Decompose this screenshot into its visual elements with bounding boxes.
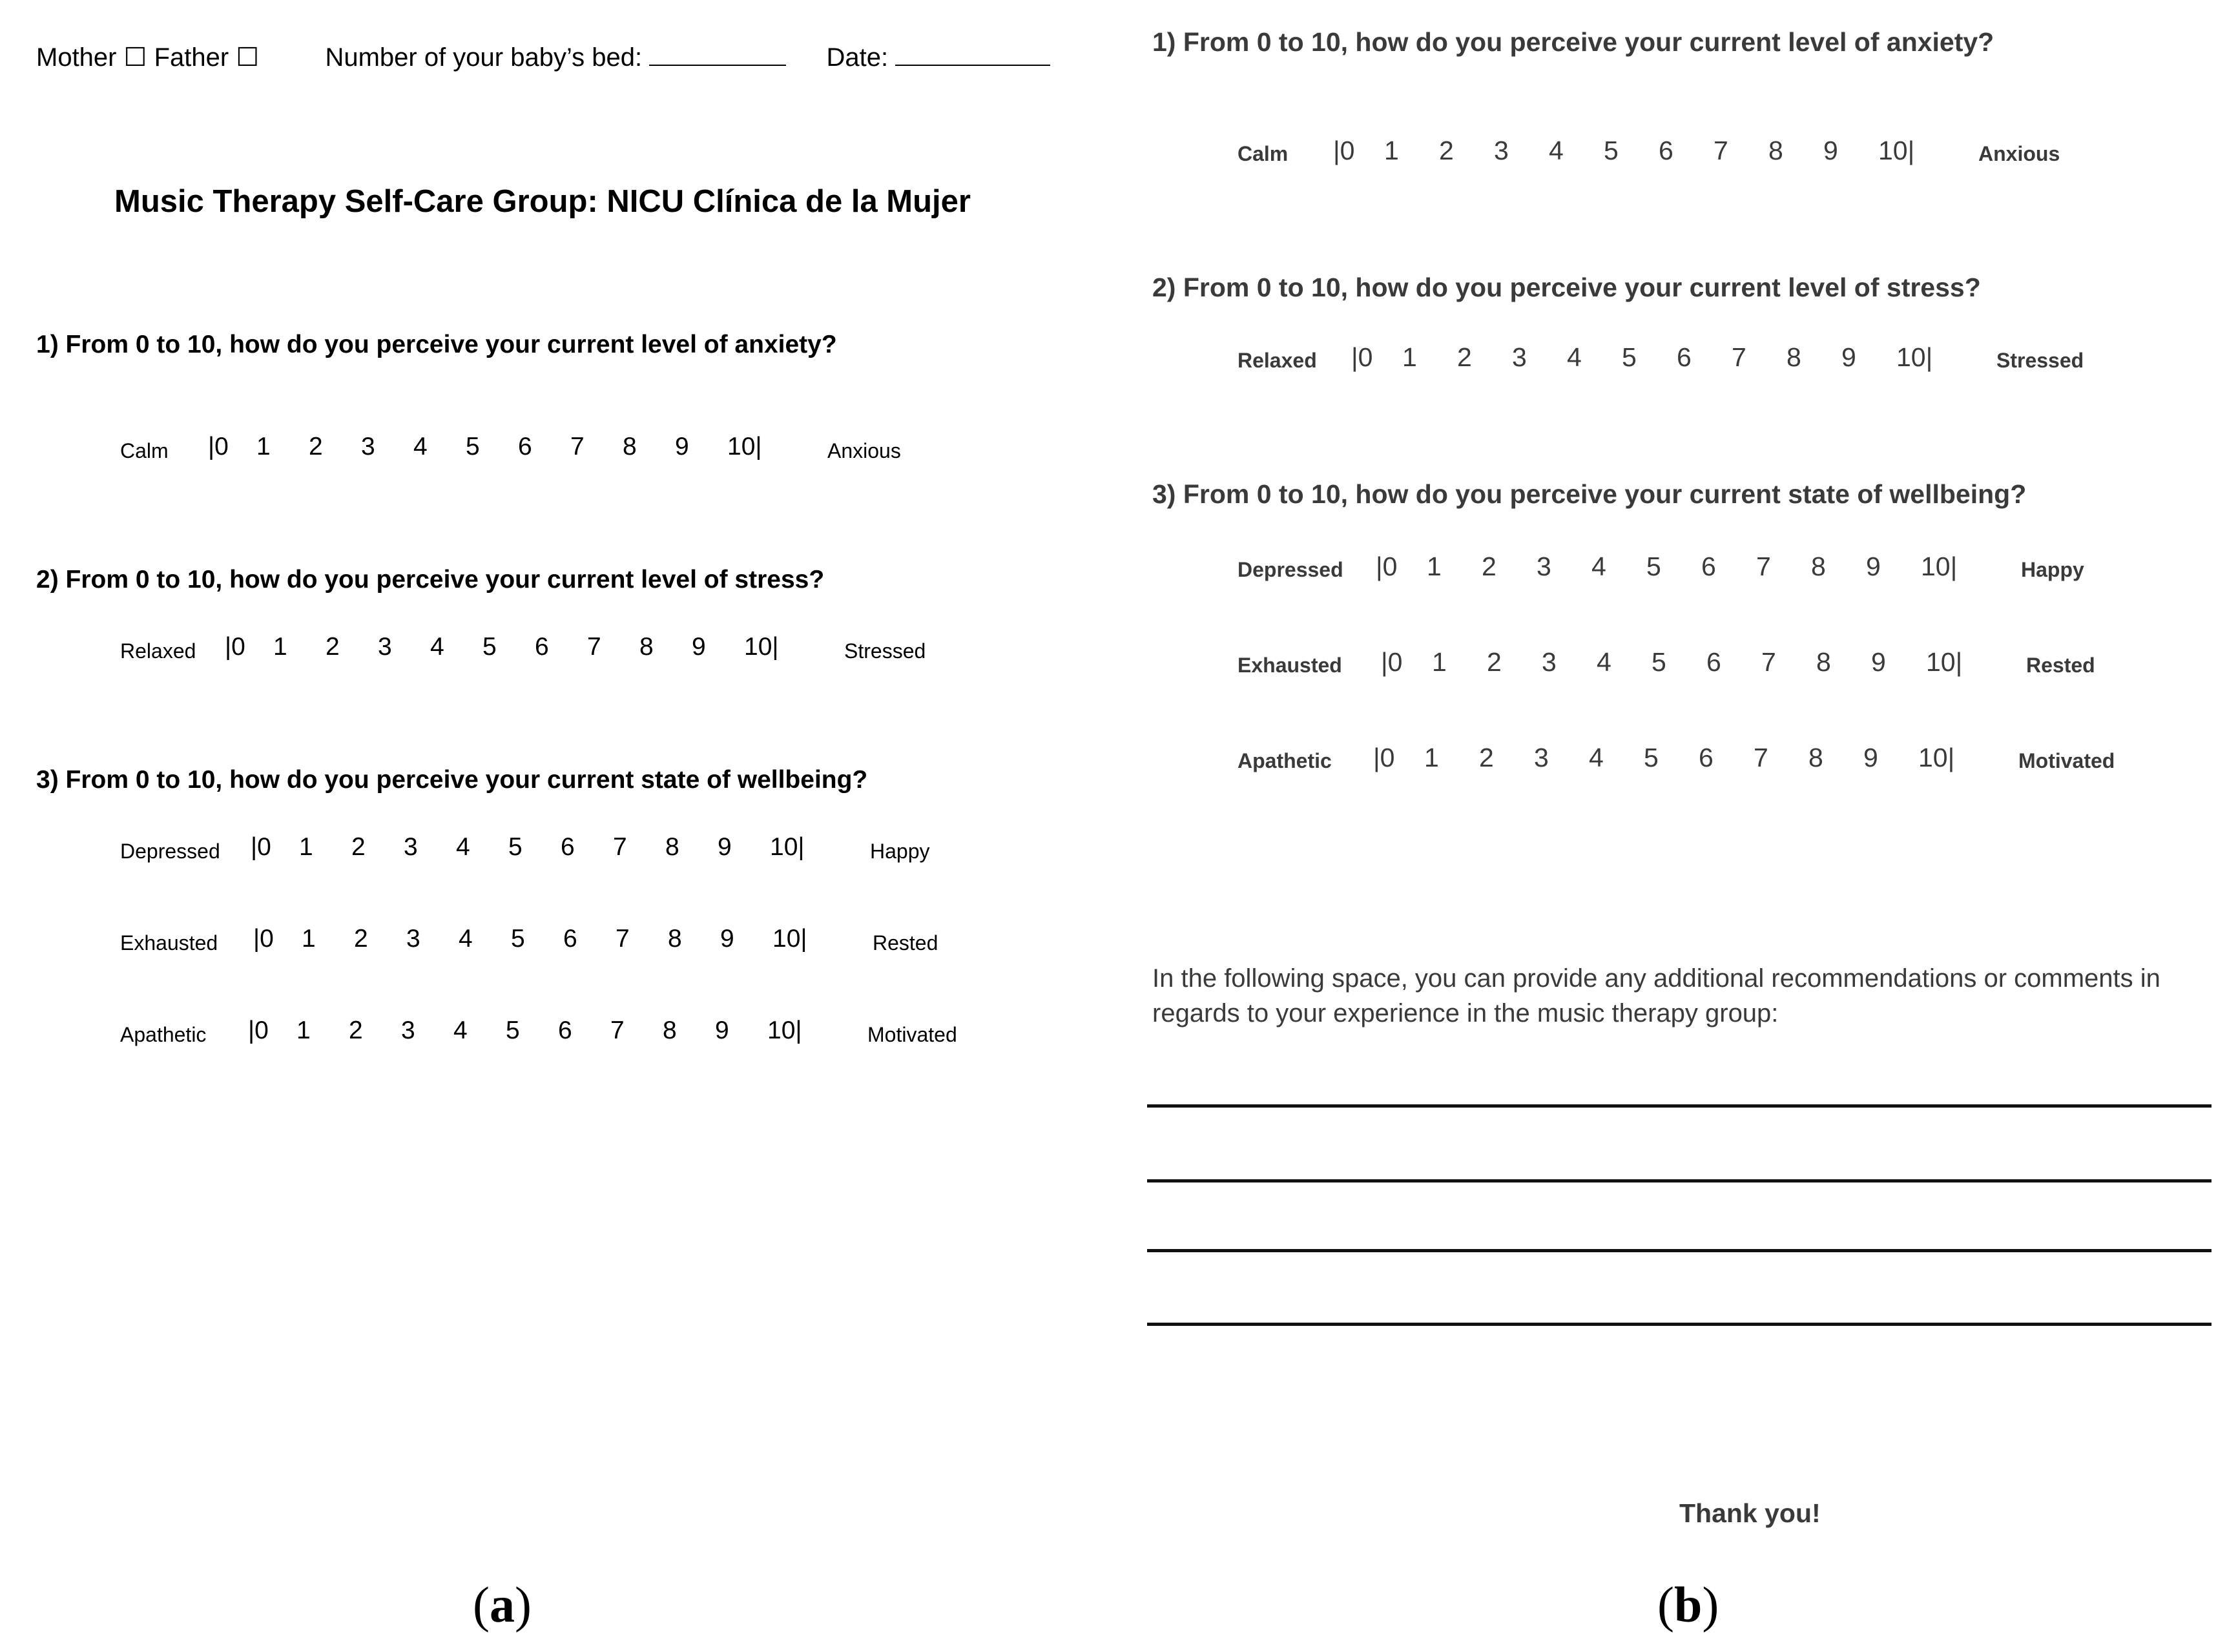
scale-option-3[interactable]: 3: [404, 833, 418, 861]
scale-right-anchor: Anxious: [827, 439, 901, 462]
scale-option-7[interactable]: 7: [1754, 743, 1768, 772]
scale-option-1[interactable]: 1: [1424, 743, 1439, 772]
scale-option-1[interactable]: 1: [256, 433, 271, 460]
scale-right-anchor: Stressed: [1996, 349, 2084, 372]
scale-option-2[interactable]: 2: [351, 833, 366, 861]
scale-option-6[interactable]: 6: [1677, 342, 1692, 372]
scale-option-7[interactable]: 7: [610, 1017, 625, 1044]
scale-option-10[interactable]: 10|: [1918, 743, 1955, 772]
scale-right-anchor: Happy: [2021, 558, 2084, 581]
scale-left-anchor: Apathetic: [1238, 749, 1332, 772]
scale-option-5[interactable]: 5: [1604, 136, 1619, 165]
scale-option-10[interactable]: 10|: [727, 433, 762, 460]
scale-option-10[interactable]: 10|: [744, 633, 779, 661]
scale-option-4[interactable]: 4: [430, 633, 444, 661]
scale-option-5[interactable]: 5: [1646, 552, 1661, 581]
scale-option-8[interactable]: 8: [668, 925, 682, 953]
comment-line[interactable]: [1147, 1323, 2211, 1326]
scale-option-2[interactable]: 2: [349, 1017, 363, 1044]
scale-right-anchor: Happy: [870, 840, 930, 863]
comment-line[interactable]: [1147, 1179, 2211, 1182]
scale-option-7[interactable]: 7: [1732, 342, 1746, 372]
scale-option-9[interactable]: 9: [1866, 552, 1881, 581]
scale-option-1[interactable]: 1: [302, 925, 316, 953]
scale-option-8[interactable]: 8: [639, 633, 654, 661]
scale-option-8[interactable]: 8: [1768, 136, 1783, 165]
scale-option-9[interactable]: 9: [718, 833, 732, 861]
father-label: Father: [154, 43, 229, 72]
scale-option-0[interactable]: |0: [248, 1017, 269, 1044]
thank-you-text: Thank you!: [1679, 1498, 1821, 1528]
caption-a-letter: a: [489, 1576, 515, 1633]
scale-option-6[interactable]: 6: [561, 833, 575, 861]
scale-right-anchor: Motivated: [867, 1023, 957, 1046]
scale-option-5[interactable]: 5: [1644, 743, 1659, 772]
scale-option-10[interactable]: 10|: [772, 925, 807, 953]
scale-option-2[interactable]: 2: [1487, 647, 1502, 677]
comment-line[interactable]: [1147, 1104, 2211, 1108]
scale-option-6[interactable]: 6: [563, 925, 577, 953]
scale-option-7[interactable]: 7: [1714, 136, 1728, 165]
mother-label: Mother: [36, 43, 117, 72]
scale-option-2[interactable]: 2: [309, 433, 323, 460]
scale-option-2[interactable]: 2: [1457, 342, 1472, 372]
caption-b: (b): [1657, 1576, 1719, 1633]
scale-option-2[interactable]: 2: [1479, 743, 1494, 772]
date-field[interactable]: [895, 45, 1050, 66]
scale-left-anchor: Calm: [120, 439, 169, 462]
scale-option-3[interactable]: 3: [1534, 743, 1549, 772]
scale-option-3[interactable]: 3: [401, 1017, 415, 1044]
scale-option-8[interactable]: 8: [623, 433, 637, 460]
scale-option-3[interactable]: 3: [1494, 136, 1509, 165]
scale-option-8[interactable]: 8: [1816, 647, 1831, 677]
scale-option-4[interactable]: 4: [453, 1017, 468, 1044]
date-label: Date:: [826, 43, 889, 72]
scale-option-10[interactable]: 10|: [1878, 136, 1915, 165]
scale-left-anchor: Relaxed: [1238, 349, 1317, 372]
scale-option-10[interactable]: 10|: [1921, 552, 1958, 581]
scale-option-7[interactable]: 7: [616, 925, 630, 953]
father-checkbox[interactable]: ☐: [236, 43, 260, 72]
scale-left-anchor: Calm: [1238, 142, 1289, 165]
scale-option-3[interactable]: 3: [406, 925, 420, 953]
scale-option-3[interactable]: 3: [1512, 342, 1527, 372]
scale-option-10[interactable]: 10|: [770, 833, 805, 861]
scale-option-3[interactable]: 3: [1542, 647, 1557, 677]
scale-option-7[interactable]: 7: [587, 633, 601, 661]
scale-option-3[interactable]: 3: [378, 633, 392, 661]
scale-right-anchor: Anxious: [1978, 142, 2060, 165]
scale-option-6[interactable]: 6: [558, 1017, 572, 1044]
question-stress: 2) From 0 to 10, how do you perceive your current level of stress?: [36, 566, 825, 594]
scale-right-anchor: Stressed: [844, 639, 926, 663]
scale-left-anchor: Exhausted: [1238, 654, 1342, 677]
scale-option-1[interactable]: 1: [273, 633, 287, 661]
question-wellbeing: 3) From 0 to 10, how do you perceive your current state of wellbeing?: [1152, 479, 2027, 509]
scale-option-2[interactable]: 2: [354, 925, 368, 953]
question-stress: 2) From 0 to 10, how do you perceive your current level of stress?: [1152, 273, 1981, 302]
mother-checkbox[interactable]: ☐: [123, 43, 147, 72]
scale-option-9[interactable]: 9: [720, 925, 734, 953]
respondent-header: [36, 43, 1050, 72]
scale-option-9[interactable]: 9: [1871, 647, 1886, 677]
scale-option-5[interactable]: 5: [1652, 647, 1666, 677]
scale-option-1[interactable]: 1: [296, 1017, 311, 1044]
scale-option-5[interactable]: 5: [511, 925, 525, 953]
scale-left-anchor: Depressed: [1238, 558, 1343, 581]
scale-option-6[interactable]: 6: [1701, 552, 1716, 581]
scale-option-0[interactable]: |0: [225, 633, 245, 661]
scale-option-2[interactable]: 2: [1439, 136, 1454, 165]
scale-option-9[interactable]: 9: [715, 1017, 729, 1044]
scale-option-5[interactable]: 5: [508, 833, 523, 861]
form-title: Music Therapy Self-Care Group: NICU Clínica de la Mujer: [114, 184, 971, 219]
scale-option-9[interactable]: 9: [1841, 342, 1856, 372]
scale-option-8[interactable]: 8: [1808, 743, 1823, 772]
scale-option-8[interactable]: 8: [1811, 552, 1826, 581]
scale-option-7[interactable]: 7: [1756, 552, 1771, 581]
question-wellbeing: 3) From 0 to 10, how do you perceive your current state of wellbeing?: [36, 766, 868, 794]
scale-left-anchor: Exhausted: [120, 931, 218, 955]
scale-option-10[interactable]: 10|: [1896, 342, 1933, 372]
scale-left-anchor: Relaxed: [120, 639, 196, 663]
scale-option-4[interactable]: 4: [1597, 647, 1611, 677]
scale-option-8[interactable]: 8: [1787, 342, 1801, 372]
scale-option-4[interactable]: 4: [459, 925, 473, 953]
scale-option-7[interactable]: 7: [570, 433, 585, 460]
scale-option-0[interactable]: |0: [208, 433, 229, 460]
scale-option-1[interactable]: 1: [1402, 342, 1417, 372]
scale-option-0[interactable]: |0: [251, 833, 271, 861]
scale-option-4[interactable]: 4: [1589, 743, 1604, 772]
scale-option-1[interactable]: 1: [1427, 552, 1442, 581]
scale-option-0[interactable]: |0: [1333, 136, 1355, 165]
scale-left-anchor: Depressed: [120, 840, 220, 863]
scale-left-anchor: Apathetic: [120, 1023, 207, 1046]
scale-option-4[interactable]: 4: [1549, 136, 1564, 165]
scale-right-anchor: Rested: [873, 931, 938, 955]
scale-option-0[interactable]: |0: [1351, 342, 1373, 372]
scale-option-9[interactable]: 9: [675, 433, 689, 460]
scale-option-8[interactable]: 8: [663, 1017, 677, 1044]
scale-option-10[interactable]: 10|: [1926, 647, 1963, 677]
scale-option-9[interactable]: 9: [1823, 136, 1838, 165]
scale-option-9[interactable]: 9: [1863, 743, 1878, 772]
scale-option-5[interactable]: 5: [506, 1017, 520, 1044]
bed-number-label: Number of your baby’s bed:: [325, 43, 643, 72]
scale-option-8[interactable]: 8: [665, 833, 679, 861]
scale-option-0[interactable]: |0: [1376, 552, 1398, 581]
scale-option-9[interactable]: 9: [692, 633, 706, 661]
scale-option-0[interactable]: |0: [253, 925, 274, 953]
scale-right-anchor: Motivated: [2018, 749, 2115, 772]
scale-option-0[interactable]: |0: [1373, 743, 1395, 772]
scale-option-4[interactable]: 4: [413, 433, 428, 460]
caption-b-letter: b: [1673, 1576, 1703, 1633]
scale-option-3[interactable]: 3: [361, 433, 375, 460]
scale-option-6[interactable]: 6: [1659, 136, 1673, 165]
caption-a: (a): [473, 1576, 532, 1633]
scale-option-1[interactable]: 1: [1432, 647, 1447, 677]
scale-option-6[interactable]: 6: [1706, 647, 1721, 677]
question-anxiety: 1) From 0 to 10, how do you perceive your current level of anxiety?: [36, 331, 837, 358]
scale-option-2[interactable]: 2: [326, 633, 340, 661]
comment-line[interactable]: [1147, 1249, 2211, 1252]
scale-option-6[interactable]: 6: [1699, 743, 1714, 772]
scale-option-4[interactable]: 4: [1591, 552, 1606, 581]
scale-option-4[interactable]: 4: [1567, 342, 1582, 372]
scale-option-5[interactable]: 5: [1622, 342, 1637, 372]
scale-option-7[interactable]: 7: [613, 833, 627, 861]
scale-option-5[interactable]: 5: [466, 433, 480, 460]
scale-option-5[interactable]: 5: [482, 633, 497, 661]
scale-option-3[interactable]: 3: [1537, 552, 1551, 581]
scale-option-1[interactable]: 1: [299, 833, 313, 861]
question-anxiety: 1) From 0 to 10, how do you perceive your current level of anxiety?: [1152, 27, 1994, 57]
scale-option-6[interactable]: 6: [518, 433, 532, 460]
scale-option-2[interactable]: 2: [1482, 552, 1497, 581]
bed-number-field[interactable]: [649, 45, 786, 66]
scale-option-0[interactable]: |0: [1381, 647, 1403, 677]
scale-option-7[interactable]: 7: [1761, 647, 1776, 677]
scale-option-10[interactable]: 10|: [767, 1017, 802, 1044]
scale-option-4[interactable]: 4: [456, 833, 470, 861]
comment-prompt: In the following space, you can provide any additional recommendations or comments in regards to your experience in the music therapy group:: [1152, 964, 2160, 1027]
scale-right-anchor: Rested: [2026, 654, 2095, 677]
scale-option-1[interactable]: 1: [1384, 136, 1399, 165]
scale-option-6[interactable]: 6: [535, 633, 549, 661]
